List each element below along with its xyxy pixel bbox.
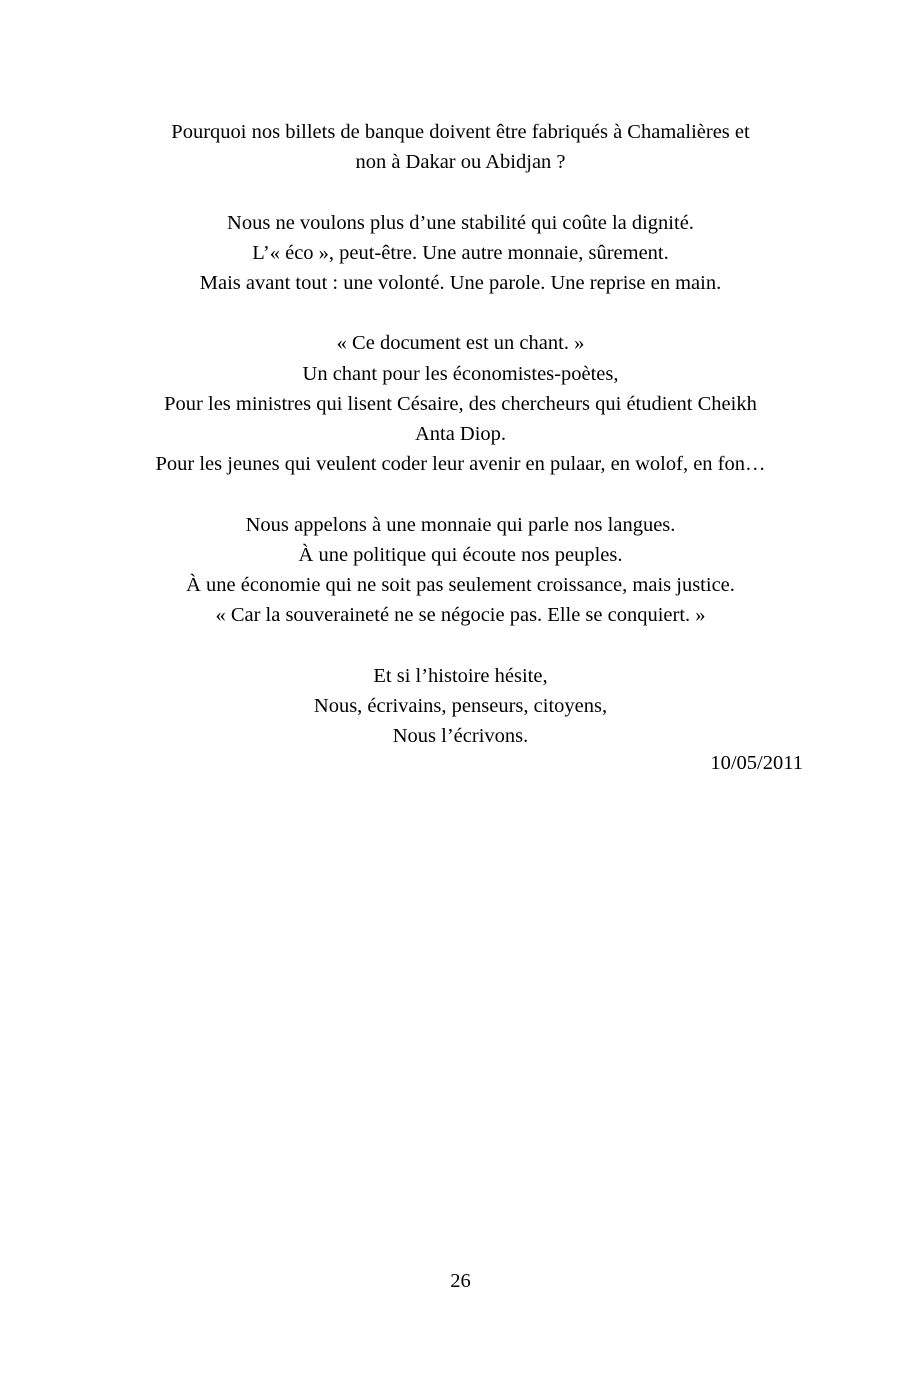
text-line: Mais avant tout : une volonté. Une parole. Une reprise en main.	[199, 272, 722, 294]
text-line: À une politique qui écoute nos peuples.	[298, 543, 623, 566]
stanza-2	[100, 208, 821, 299]
stanza-3	[100, 328, 821, 479]
text-line: À une économie qui ne soit pas seulement croissance, mais justice.	[186, 574, 735, 596]
stanza-4	[100, 510, 821, 631]
poem-body	[100, 117, 821, 751]
stanza-5	[100, 661, 821, 752]
text-line: non à Dakar ou Abidjan ?	[355, 151, 566, 174]
stanza-1	[100, 117, 821, 177]
text-line: Pourquoi nos billets de banque doivent être fabriqués à Chamalières et	[171, 121, 750, 143]
text-line: Pour les jeunes qui veulent coder leur avenir en pulaar, en wolof, en fon…	[155, 453, 766, 476]
signature-date: 10/05/2011	[710, 752, 803, 774]
text-line: Anta Diop.	[414, 423, 507, 445]
page-number: 26	[450, 1270, 471, 1292]
text-line: Nous, écrivains, penseurs, citoyens,	[313, 694, 608, 717]
text-line: « Car la souveraineté ne se négocie pas. Elle se conquiert. »	[215, 604, 706, 627]
text-line: Nous ne voulons plus d’une stabilité qui coûte la dignité.	[227, 211, 694, 234]
text-line: Et si l’histoire hésite,	[373, 664, 548, 687]
text-line: L’« éco », peut-être. Une autre monnaie, sûrement.	[252, 241, 669, 264]
text-line: Nous l’écrivons.	[392, 725, 529, 747]
text-line: Nous appelons à une monnaie qui parle nos langues.	[245, 513, 676, 536]
text-line: Un chant pour les économistes-poètes,	[302, 362, 619, 385]
text-line: « Ce document est un chant. »	[336, 332, 585, 355]
text-line: Pour les ministres qui lisent Césaire, des chercheurs qui étudient Cheikh	[164, 392, 757, 415]
